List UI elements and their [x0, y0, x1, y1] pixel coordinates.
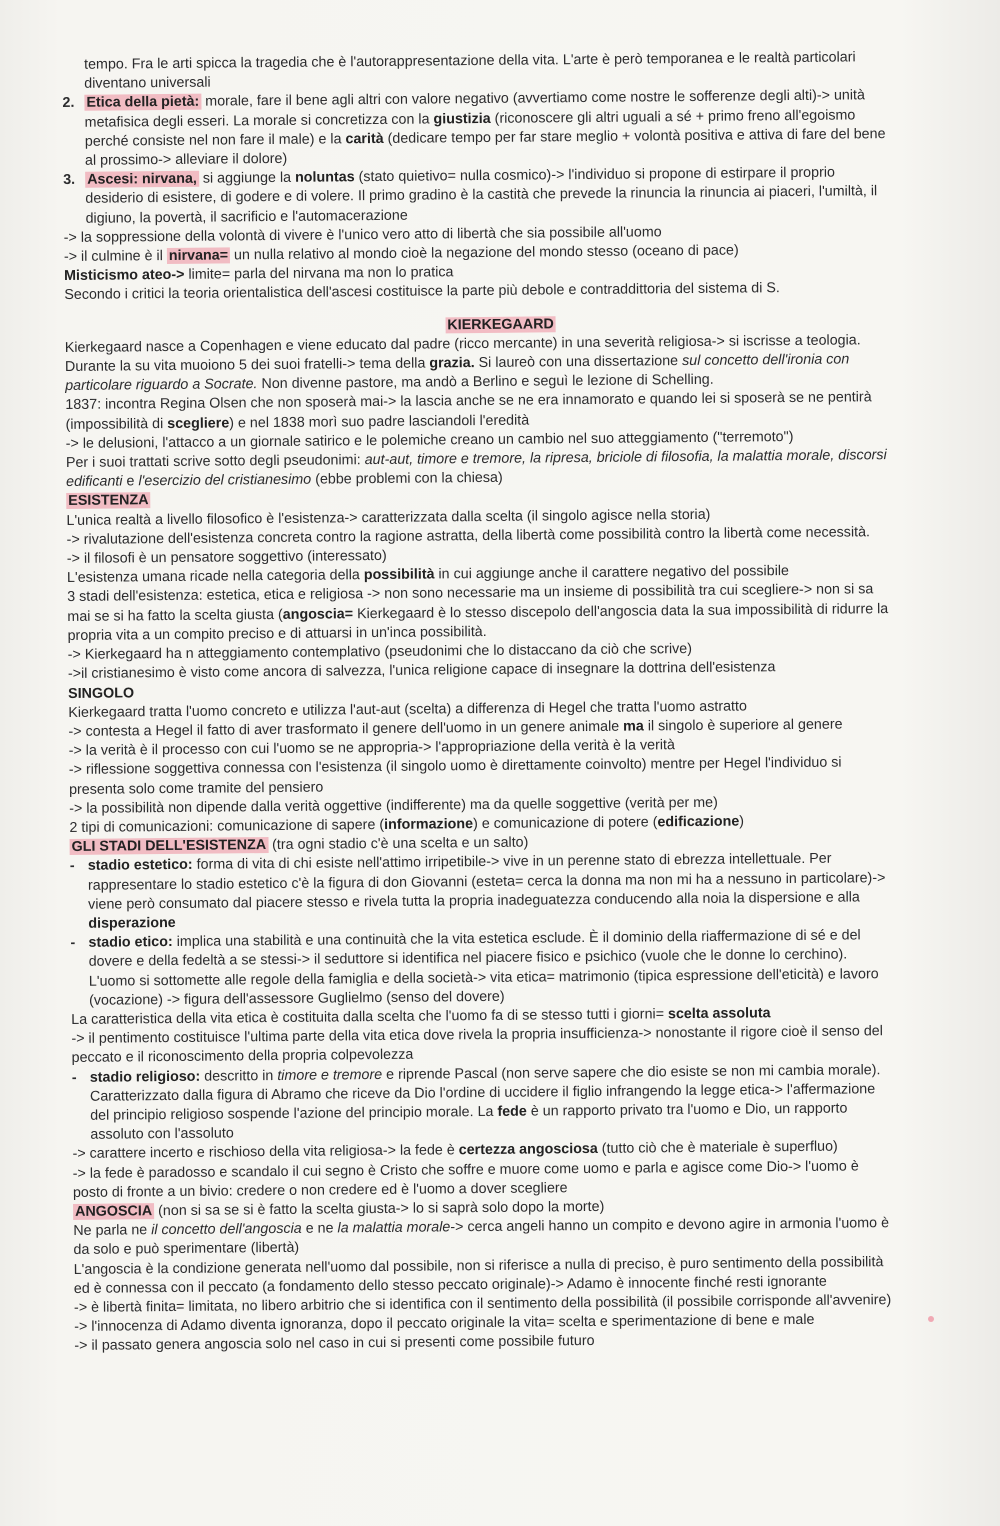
text-run: ) [739, 813, 745, 830]
text-run: 1837: incontra Regina Olsen che non sposerà mai-> la lascia anche se ne era innamorato e quando lei si sposerà se ne pentirà [65, 389, 872, 414]
text-run: da solo e può sperimentare (libertà) [73, 1240, 300, 1259]
text-run: ) e nel 1838 morì suo padre lasciandoli l'eredità [229, 412, 530, 432]
text-run: L'uomo si sottomette alle regole della famiglia e della società-> vita etica= matrimonio (tipica espressione dell'eticità) e lavoro [88, 965, 879, 990]
text-run: -> le delusioni, l'attacco a un giornale satirico e le polemiche creano un cambio nel suo atteggiamento ("terremoto") [65, 428, 794, 452]
text-run: -> riflessione soggettiva connessa con l'esistenza (il singolo uomo è direttamente coinvolto) mentre per Hegel l'individuo si [68, 754, 842, 779]
text-run: Kierkegaard è lo stesso discepolo dell'angoscia data la sua impossibilità di ridurre la [352, 600, 889, 622]
bold-term: fede [497, 1103, 527, 1120]
text-run: assoluto con l'assoluto [90, 1125, 234, 1143]
bold-term: carità [345, 130, 384, 148]
bold-term: Misticismo ateo-> [64, 267, 185, 285]
text-run: ->il cristianesimo è visto come ancora di salvezza, l'unica religione capace di insegnare la dottrina dell'esistenza [67, 659, 776, 683]
text-run: 2 tipi di comunicazioni: comunicazione di sapere ( [69, 816, 385, 836]
text-run: presenta solo come tramite del pensiero [68, 779, 324, 798]
text-run: metafisica degli esseri. La morale si concretizza con la [84, 111, 434, 131]
bold-term: stadio estetico: [87, 857, 193, 875]
text-run: peccato e il riconoscimento della propria colpevolezza [71, 1047, 414, 1067]
text-run: La caratteristica della vita etica è costituita dalla scelta che l'uomo fa di se stesso tutti i giorni= [71, 1006, 669, 1028]
text-run: e ne [301, 1220, 338, 1237]
text-run: Si laureò con una dissertazione [474, 353, 683, 372]
text-run: -> la soppressione della volontà di vivere è l'unico vero atto di libertà che sia possibile all'uomo [63, 224, 662, 246]
highlighted-term: ESISTENZA [68, 492, 149, 510]
highlighted-term: Ascesi: nirvana, [87, 170, 197, 188]
text-run: morale, fare il bene agli altri con valore negativo (avvertiamo come nostre le sofferenze degli alti)-> unità [201, 87, 866, 111]
text-run: (tra ogni stadio c'è una scelta e un salto) [268, 834, 529, 854]
text-run: posto di fronte a un bivio: credere o non credere ed è l'uomo a dover scegliere [72, 1179, 568, 1201]
text-run: (dedicare tempo per far stare meglio + volontà positiva e attiva di fare del bene [383, 125, 886, 147]
text-run: desiderio di esistere, di godere e di volere. Il primo gradino è la castità che prevede la rinuncia la rinuncia ai piaceri, l'umiltà, il [85, 183, 878, 208]
italic-title: l'esercizio del cristianesimo [138, 471, 312, 490]
text-run: -> è libertà finita= limitata, no libero arbitrio che si identifica con il sentimento della possibilità (il possibile corrisponde all'avvenire) [73, 1292, 892, 1316]
bold-term: grazia. [429, 355, 475, 372]
text-run: -> rivalutazione dell'esistenza concreta contro la ragione astratta, della libertà come possibilità contro la libertà come necessità. [66, 524, 871, 548]
text-run: (ebbe problemi con la chiesa) [311, 470, 503, 488]
bold-term: SINGOLO [68, 684, 135, 702]
list-number: 2. [62, 95, 75, 112]
text-run: -> il passato genera angoscia solo nel caso in cui si presenti come possibile futuro [74, 1333, 595, 1355]
text-run: dovere e della fedeltà a se stessi-> il seduttore si identifica nel piacere fisico e psichico (vuole che le donne lo cerchino). [88, 946, 848, 971]
text-run: al prossimo-> alleviare il dolore) [84, 150, 288, 169]
italic-title: il concetto dell'angoscia [151, 1220, 302, 1239]
text-run: -> carattere incerto e rischioso della vita religiosa-> la fede è [72, 1142, 459, 1163]
list-bullet: - [71, 1069, 77, 1086]
text-run: ) e comunicazione di potere ( [472, 814, 658, 833]
text-run: limite= parla del nirvana ma non lo pratica [184, 264, 454, 284]
text-run: forma di vita di chi esiste nell'attimo irripetibile-> vive in un perenne stato di ebrezza intellettuale. Per [192, 850, 832, 874]
text-run: -> il filosofi è un pensatore soggettivo (interessato) [66, 547, 387, 568]
text-run: viene però consumato dal piacere stesso e rivela tutta la propria inadeguatezza conducendo alla noia la dispersione e alla [88, 889, 860, 913]
text-run: e riprende Pascal (non serve sapere che dio esiste se non mi cambia morale). [382, 1061, 881, 1083]
bold-term: scelta assoluta [667, 1005, 771, 1023]
text-run: mai se si ha fatto la scelta giusta ( [67, 606, 283, 625]
text-run: in cui aggiunge anche il carattere negativo del possibile [434, 563, 790, 583]
text-run: digiuno, la povertà, il sacrificio e l'automacerazione [85, 207, 408, 227]
text-run: Kierkegaard nasce a Copenhagen e viene educato dal padre (ricco mercante) in una severità religiosa-> si iscrisse a teologia. [64, 332, 861, 356]
highlighted-term: nirvana= [168, 247, 229, 265]
text-run: implica una stabilità e una continuità che la vita estetica esclude. È il dominio della riaffermazione di sé e del [172, 927, 861, 951]
text-run: (tutto ciò che è materiale è superfluo) [597, 1138, 838, 1158]
text-run: -> cerca angeli hanno un compito e devono agire in armonia l'uomo è [450, 1215, 890, 1236]
bold-term: scegliere [167, 415, 230, 432]
text-run: (stato quietivo= nulla cosmico)-> l'individuo si propone di estirpare il proprio [354, 164, 835, 186]
text-run: -> il pentimento costituisce l'ultima parte della vita etica dove rivela la propria insufficienza-> nonostante il rigore cioè il senso del [71, 1023, 883, 1048]
text-run: Kierkegaard tratta l'uomo concreto e utilizza l'aut-aut (scelta) a differenza di Hegel che tratta l'uomo astratto [68, 698, 747, 721]
text-run: -> contesta a Hegel il fatto di aver trasformato il genere dell'uomo in un genere animale [68, 718, 624, 740]
text-run: L'angoscia è la condizione generata nell'uomo dal possibile, non si riferisce a nulla di preciso, è puro sentimento della possibilità [73, 1253, 884, 1278]
text-run: -> il culmine è il [63, 248, 167, 266]
highlighter-mark [928, 1316, 934, 1322]
text-run: Durante la su vita muoiono 5 dei suoi fratelli-> tema della [64, 355, 430, 376]
text-run: tempo. Fra le arti spicca la tragedia che è l'autorappresentazione della vita. L'arte è però temporanea e le realtà particolari [84, 49, 856, 73]
text-run: Ne parla ne [73, 1222, 152, 1240]
italic-title: aut-aut, timore e tremore, la ripresa, briciole di filosofia, la malattia morale, discorsi [364, 447, 887, 469]
text-run: diventano universali [84, 74, 211, 92]
list-bullet: - [70, 935, 76, 952]
italic-title: particolare riguardo a Socrate. [65, 376, 258, 395]
text-run: rappresentare lo stadio estetico c'è la figura di don Giovanni (esteta= cerca la donna ma non mi ha a nessuno in particolare)-> [87, 869, 886, 894]
text-run: -> l'innocenza di Adamo diventa ignoranza, dopo il peccato originale la vita= scelta e sperimentazione di bene e male [74, 1312, 815, 1336]
bold-term: ma [623, 718, 644, 735]
text-run: -> la fede è paradosso e scandalo il cui segno è Cristo che soffre e muore come uomo e parla e agisce come Dio-> l'uomo è [72, 1157, 859, 1182]
highlighted-term: Etica della pietà: [86, 94, 200, 112]
text-run: descritto in [200, 1067, 278, 1085]
italic-title: timore e tremore [277, 1066, 383, 1084]
italic-title: la malattia morale [337, 1219, 451, 1237]
text-run: Caratterizzato dalla figura di Abramo che riceve da Dio l'ordine di uccidere il figlio infrangendo la legge etica-> l'affermazione [89, 1081, 876, 1105]
bold-term: informazione [384, 816, 474, 833]
text-run: un nulla relativo al mondo cioè la negazione del mondo stesso (oceano di pace) [229, 242, 739, 264]
highlighted-term: GLI STADI DELL'ESISTENZA [71, 837, 267, 856]
bold-term: certezza angosciosa [458, 1141, 598, 1159]
bold-term: angoscia= [282, 605, 354, 623]
text-run: L'unica realtà a livello filosofico è l'esistenza-> caratterizzata dalla scelta (il singolo agisce nella storia) [66, 506, 711, 529]
bold-term: noluntas [294, 169, 355, 186]
bold-term: disperazione [88, 914, 176, 932]
text-run: si aggiunge la [198, 169, 296, 187]
text-run: 3 stadi dell'esistenza: estetica, etica e religiosa -> non sono necessarie ma un insieme di possibilità tra cui scegliere-> non si sa [67, 581, 874, 606]
list-bullet: - [69, 858, 75, 875]
text-run: -> Kierkegaard ha n atteggiamento contemplativo (pseudonimi che lo distaccano da ciò che scrive) [67, 641, 693, 664]
highlighted-term: ANGOSCIA [75, 1203, 153, 1220]
highlighted-term: KIERKEGAARD [447, 315, 554, 333]
text-run: (riconoscere gli altri uguali a sé + primo freno all'egoismo [490, 106, 856, 127]
italic-title: edificanti [66, 473, 123, 491]
notes-text [62, 48, 946, 1357]
bold-term: edificazione [657, 813, 740, 831]
text-run: (non si sa se si è fatto la scelta giusta-> lo si saprà solo dopo la morte) [154, 1198, 605, 1220]
text-run: (impossibilità di [65, 415, 168, 433]
bold-term: giustizia [433, 110, 491, 128]
text-run: il singolo è superiore al genere [643, 716, 843, 735]
text-run: Per i suoi trattati scrive sotto degli pseudonimi: [65, 452, 365, 472]
text-run: perché consiste nel non fare il male) e la [84, 131, 346, 150]
text-run: è un rapporto privato tra l'uomo e Dio, un rapporto [526, 1100, 848, 1120]
bold-term: stadio etico: [88, 934, 173, 951]
text-run: e [122, 473, 139, 490]
text-run: propria vita a un compito preciso e di attuarsi in un'inca possibilità. [67, 623, 487, 644]
italic-title: sul concetto dell'ironia con [681, 351, 850, 370]
list-number: 3. [63, 172, 76, 189]
bold-term: stadio religioso: [89, 1068, 201, 1086]
text-run: ed è connessa con il peccato (a fondamento dello stesso peccato originale)-> Adamo è innocente finché resti ignorante [73, 1273, 827, 1297]
bold-term: possibilità [363, 566, 435, 584]
text-run: L'esistenza umana ricade nella categoria della [66, 567, 364, 587]
text-run: Secondo i critici la teoria orientalistica dell'ascesi costituisce la parte più debole e contraddittoria del sistema di S. [64, 280, 780, 304]
text-run: -> la verità è il processo con cui l'uomo se ne appropria-> l'appropriazione della verità è la verità [68, 737, 675, 760]
text-run: Non divenne pastore, ma andò a Berlino e seguì le lezione di Schelling. [257, 372, 714, 393]
text-run: (vocazione) -> figura dell'assessore Guglielmo (senso del dovere) [88, 988, 505, 1009]
text-run: del principio religioso sospende l'azione del principio morale. La [90, 1103, 498, 1124]
text-run: -> la possibilità non dipende dalla verità oggettive (indifferente) ma da quelle soggettive (verità per me) [69, 794, 718, 817]
